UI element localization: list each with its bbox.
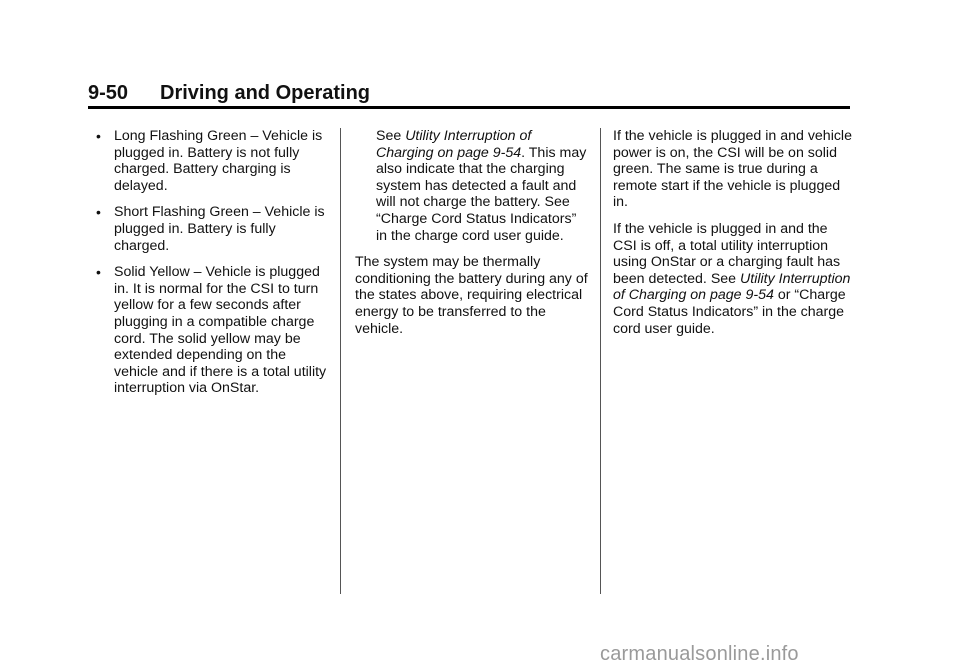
column-3 xyxy=(613,128,853,347)
page-header xyxy=(88,78,850,109)
column-1 xyxy=(96,128,332,407)
cross-reference-link[interactable]: Utility Interruption of Charging on page 9-54 xyxy=(613,270,851,304)
column-divider xyxy=(600,128,601,594)
bullet-icon: • xyxy=(96,128,101,144)
list-item xyxy=(96,128,332,194)
watermark: carmanualsonline.info xyxy=(600,643,799,665)
bullet-icon: • xyxy=(96,204,101,221)
page-number: 9-50 xyxy=(88,82,129,104)
column-2 xyxy=(355,128,591,347)
paragraph: The system may be thermally conditioning the battery during any of the states above, requiring electrical energy to be transferred to the vehicle. xyxy=(355,254,588,337)
paragraph: If the vehicle is plugged in and the CSI is off, a total utility interruption using OnStar or a charging fault has been detected. See Utility Interruption of Charging on page 9-54 or “Charge Cord Status Indicators” in the charge cord user guide. xyxy=(613,220,851,337)
bullet-text: Solid Yellow – Vehicle is plugged in. It is normal for the CSI to turn yellow for a few seconds after plugging in a compatible charge cord. The solid yellow may be extended depending on the vehicle and if there is a total utility interruption via OnStar. xyxy=(114,264,327,397)
column-divider xyxy=(340,128,341,594)
list-item xyxy=(96,204,332,254)
cross-reference-link[interactable]: Utility Interruption of Charging on page 9-54 xyxy=(376,128,532,161)
section-title: Driving and Operating xyxy=(160,82,371,104)
paragraph: If the vehicle is plugged in and vehicle power is on, the CSI will be on solid green. The same is true during a remote start if the vehicle is plugged in. xyxy=(613,128,852,211)
continued-bullet-text: See Utility Interruption of Charging on page 9-54. This may also indicate that the charging system has detected a fault and will not charge the battery. See “Charge Cord Status Indicators” in the charge cord user guide. xyxy=(376,128,587,244)
list-item xyxy=(96,264,332,397)
bullet-text: Short Flashing Green – Vehicle is plugged in. Battery is fully charged. xyxy=(114,204,325,254)
bullet-icon: • xyxy=(96,264,101,281)
bullet-text: Long Flashing Green – Vehicle is plugged in. Battery is not fully charged. Battery charging is delayed. xyxy=(114,128,323,194)
